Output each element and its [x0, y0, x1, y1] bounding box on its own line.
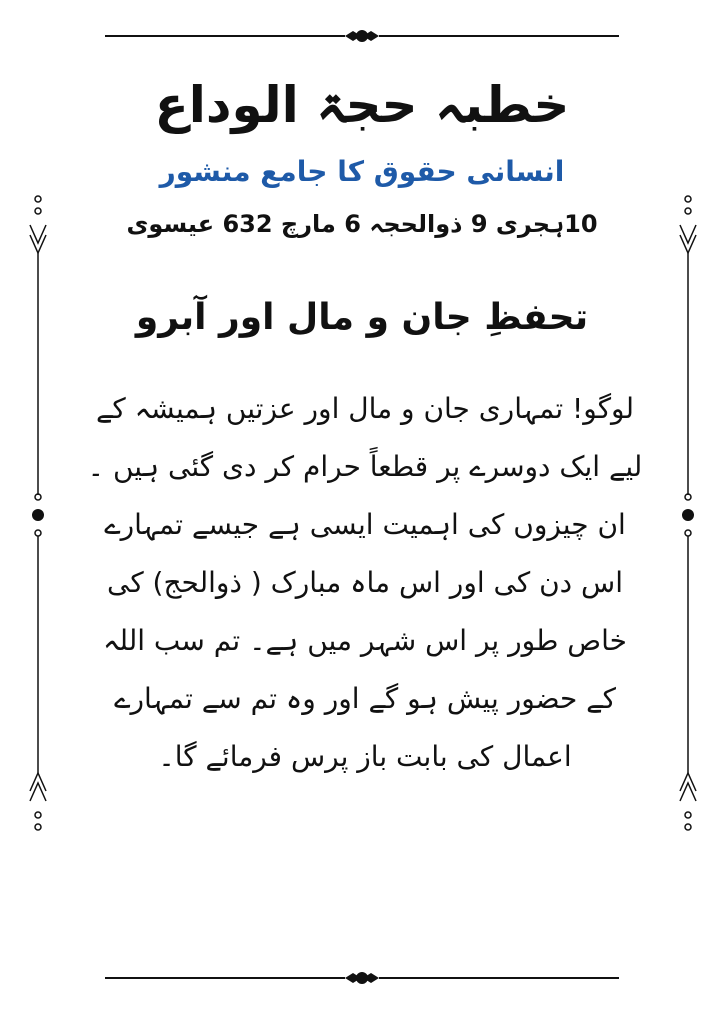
- bottom-ornament-divider: [105, 968, 619, 988]
- subtitle: انسانی حقوق کا جامع منشور: [159, 155, 565, 188]
- body-paragraph: لوگو! تمہاری جان و مال اور عزتیں ہمیشہ کے لیے ایک دوسرے پر قطعاً حرام کر دی گئی ہیں ۔ان چیزوں کی اہمیت ایسی ہے جیسے تمہارے اس دن کی اور اس ماہ مبارک ( ذوالحج) کی خاص طور پر اس شہر میں ہے۔ تم سب اللہ کے حضور پیش ہو گے اور وہ تم سے تمہارے اعمال کی بابت باز پرس فرمائے گا۔: [87, 392, 643, 773]
- date-line: 10ہجری 9 ذوالحجہ 6 مارچ 632 عیسوی: [126, 210, 598, 238]
- section-heading: تحفظِ جان و مال اور آبرو: [135, 297, 589, 338]
- page-title: خطبہ حجۃ الوداع: [154, 76, 570, 134]
- right-ornament-border: [676, 195, 700, 835]
- left-ornament-border: [26, 195, 50, 835]
- top-ornament-divider: [105, 26, 619, 46]
